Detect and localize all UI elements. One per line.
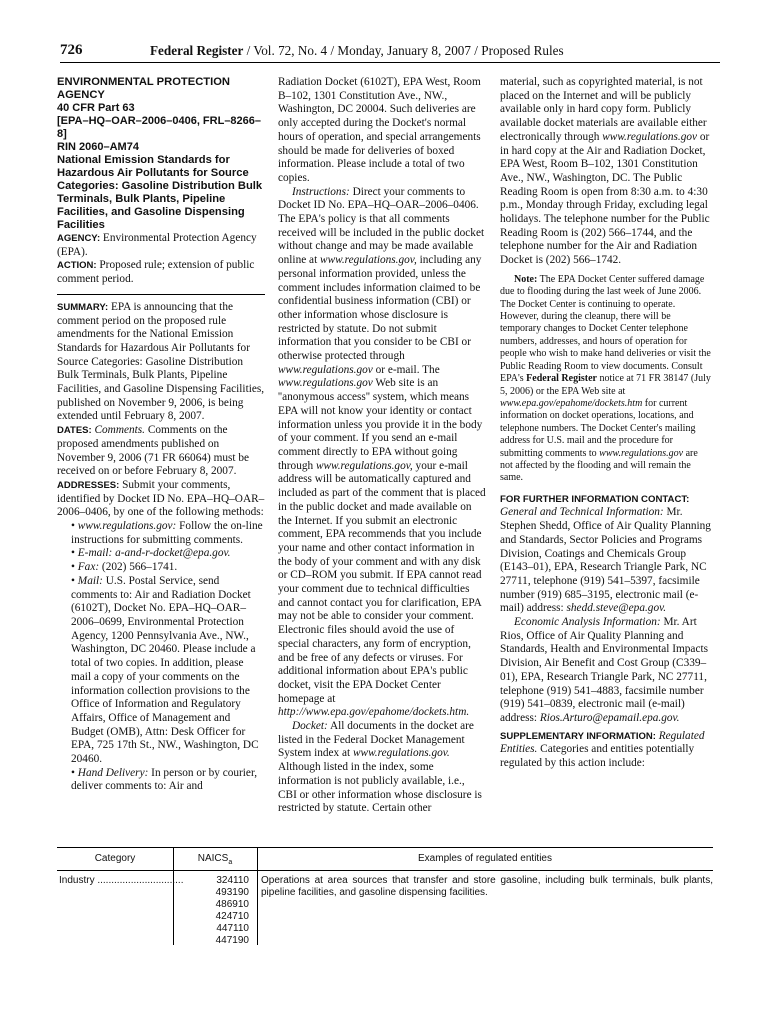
publication-name: Federal Register xyxy=(150,43,244,58)
agency-label: AGENCY: xyxy=(57,233,101,244)
instructions-para: Instructions: Direct your comments to Docket ID No. EPA–HQ–OAR–2006–0406. The EPA's policy is that all comments received will be included in the public docket without change and may be made available online at www.regulations.gov, including any personal information provided, unless the comment includes information claimed to be confidential business information (CBI) or other information whose disclosure is restricted by statute. Do not submit information that you consider to be CBI or otherwise protected through www.regulations.gov or e-mail. The www.regulations.gov Web site is an ''anonymous access'' system, which means EPA will not know your identity or contact information unless you provide it in the body of your comment. If you send an e-mail comment directly to EPA without going through www.regulations.gov, your e-mail address will be automatically captured and included as part of the comment that is placed in the public docket and made available on the Internet. If you submit an electronic comment, EPA recommends that you include your name and other contact information in the body of your comment and with any disk or CD–ROM you submit. If EPA cannot read your comment due to technical difficulties and cannot contact you for clarification, EPA may not be able to consider your comment. Electronic files should avoid the use of special characters, any form of encryption, and be free of any defects or viruses. For additional information about EPA's public docket, visit the EPA Docket Center homepage at http://www.epa.gov/epahome/dockets.htm. xyxy=(278,185,486,719)
supplementary-para: SUPPLEMENTARY INFORMATION: Regulated Entities. Categories and entities potentially regulated by this action include: xyxy=(500,729,705,770)
col-header-examples: Examples of regulated entities xyxy=(418,853,552,864)
contact-label: FOR FURTHER INFORMATION CONTACT: xyxy=(500,493,690,505)
column-2 xyxy=(278,76,486,816)
addresses-label: ADDRESSES: xyxy=(57,479,120,491)
docket-para: Docket: All documents in the docket are listed in the Federal Docket Management System index at www.regulations.gov. Although listed in the index, some information is not publicly available, i.e., CBI or other information whose disclosure is restricted by statute. Certain other xyxy=(278,720,482,815)
method-mail: • Mail: U.S. Postal Service, send comments to: Air and Radiation Docket (6102T), Docket No. EPA–HQ–OAR–2006–0699, Environmental Protection Agency, 1200 Pennsylvania Ave., NW., Washington, DC 20460. Please include a total of two copies. In addition, please mail a copy of your comments on the information collection provisions to the Office of Information and Regulatory Affairs, Office of Management and Budget (OMB), Attn: Desk Officer for EPA, 725 17th St., NW., Washington, DC 20460. xyxy=(71,574,259,766)
docket-id: [EPA–HQ–OAR–2006–0406, FRL–8266–8] xyxy=(57,115,262,140)
note-label: Note: xyxy=(514,273,538,285)
column-1 xyxy=(57,76,265,794)
method-email: • E-mail: a-and-r-docket@epa.gov. xyxy=(71,547,231,560)
rule-title: National Emission Standards for Hazardous Air Pollutants for Source Categories: Gasoline Distribution Bulk Terminals, Bulk Plants, Pipeline Facilities, and Gasoline Dispensing Facilities xyxy=(57,154,263,231)
materials-para: material, such as copyrighted material, is not placed on the Internet and will be publicly available only in hard copy form. Publicly available docket materials are available either electronically through www.regulations.gov or in hard copy at the Air and Radiation Docket, EPA West, Room B–102, 1301 Constitution Ave., NW., Washington, DC. The Public Reading Room is open from 8:30 a.m. to 4:30 p.m., Monday through Friday, excluding legal holidays. The telephone number for the Public Reading Room is (202) 566–1744, and the telephone number for the Air and Radiation Docket is (202) 566–1742. xyxy=(500,76,710,267)
regulated-entities-table xyxy=(57,847,713,946)
divider xyxy=(257,848,258,870)
summary-para: SUMMARY: EPA is announcing that the comment period on the proposed rule amendments for the National Emission Standards for Hazardous Air Pollutants for Source Categories: Gasoline Distribution Bulk Terminals, Bulk Plants, Pipeline Facilities, and Gasoline Dispensing Facilities, published on November 9, 2006, is being extended until February 8, 2007. xyxy=(57,300,265,423)
table-cell-naics: 324110 493190 486910 424710 447110 447190 xyxy=(215,875,249,946)
contact-para: General and Technical Information: Mr. Stephen Shedd, Office of Air Quality Planning and Standards, Sector Policies and Programs Division, Coatings and Chemicals Group (E143–01), EPA, Research Triangle Park, NC 27711, telephone (919) 541–5397, facsimile number (919) 685–3195, electronic mail (e-mail) address: shedd.steve@epa.gov. xyxy=(500,506,711,615)
running-head xyxy=(150,43,564,59)
col-header-category: Category xyxy=(94,853,136,864)
dates-label: DATES: xyxy=(57,425,92,437)
divider xyxy=(257,869,258,945)
agency-para: AGENCY: Environmental Protection Agency (EPA). xyxy=(57,232,257,258)
action-label: ACTION: xyxy=(57,260,97,272)
dates-para: DATES: Comments. Comments on the proposed amendments published on November 9, 2006 (71 FR 66064) must be received on or before February 8, 2007. xyxy=(57,424,250,478)
table-cell-examples: Operations at area sources that transfer and store gasoline, including bulk terminals, bulk plants, pipeline facilities, and gasoline dispensing facilities. xyxy=(261,875,713,898)
agency-heading: ENVIRONMENTAL PROTECTION AGENCY xyxy=(57,76,230,101)
method-web: • www.regulations.gov: Follow the on-line instructions for submitting comments. xyxy=(71,520,263,546)
summary-label: SUMMARY: xyxy=(57,301,109,313)
action-para: ACTION: Proposed rule; extension of public comment period. xyxy=(57,259,255,286)
cfr-part: 40 CFR Part 63 xyxy=(57,102,135,114)
addresses-para: ADDRESSES: Submit your comments, identified by Docket ID No. EPA–HQ–OAR–2006–0406, by one of the following methods: xyxy=(57,478,265,519)
table-header xyxy=(57,847,713,871)
method-fax: • Fax: (202) 566–1741. xyxy=(71,561,178,574)
supplementary-label: SUPPLEMENTARY INFORMATION: xyxy=(500,730,656,742)
economic-email: Rios.Arturo@epamail.epa.gov. xyxy=(539,712,680,724)
page-number: 726 xyxy=(60,42,83,58)
method-hand-delivery: • Hand Delivery: In person or by courier, deliver comments to: Air and xyxy=(71,766,258,793)
table-cell-category: Industry ............................... xyxy=(59,875,184,886)
delivery-para: Radiation Docket (6102T), EPA West, Room B–102, 1301 Constitution Ave., NW., Washington, DC 20004. Such deliveries are only accepted during the Docket's normal hours of operation, and special arrangements should be made for deliveries of boxed information. Please include a total of two copies. xyxy=(278,76,481,184)
contact-email: shedd.steve@epa.gov. xyxy=(566,602,667,615)
flood-note: Note: The EPA Docket Center suffered damage due to flooding during the last week of June 2006. The Docket Center is continuing to operate. However, during the cleanup, there will be temporary changes to Docket Center telephone numbers, addresses, and hours of operation for people who wish to make hand deliveries or visit the Public Reading Room to view documents. Consult EPA's Federal Register notice at 71 FR 38147 (July 5, 2006) or the EPA Web site at www.epa.gov/epahome/dockets.htm for current information on docket operations, locations, and telephone numbers. The Docket Center's mailing address for U.S. mail and the procedure for submitting comments to www.regulations.gov are not affected by the flooding and will remain the same. xyxy=(500,273,711,484)
divider xyxy=(173,848,174,870)
column-3 xyxy=(500,76,712,771)
divider xyxy=(57,294,265,295)
col-header-naics: $NAICS_a$ xyxy=(197,853,233,866)
rin-number: RIN 2060–AM74 xyxy=(57,141,139,153)
issue-citation: / Vol. 72, No. 4 / Monday, January 8, 2007 / Proposed Rules xyxy=(243,43,564,58)
page-header xyxy=(60,40,720,63)
economic-para: Economic Analysis Information: Mr. Art Rios, Office of Air Quality Planning and Standards, Health and Environmental Impacts Division, Air Benefit and Cost Group (C339–01), EPA, Research Triangle Park, NC 27711, telephone (919) 541–4883, facsimile number (919) 541–0839, electronic mail (e-mail) address: Rios.Arturo@epamail.epa.gov. xyxy=(500,616,708,724)
